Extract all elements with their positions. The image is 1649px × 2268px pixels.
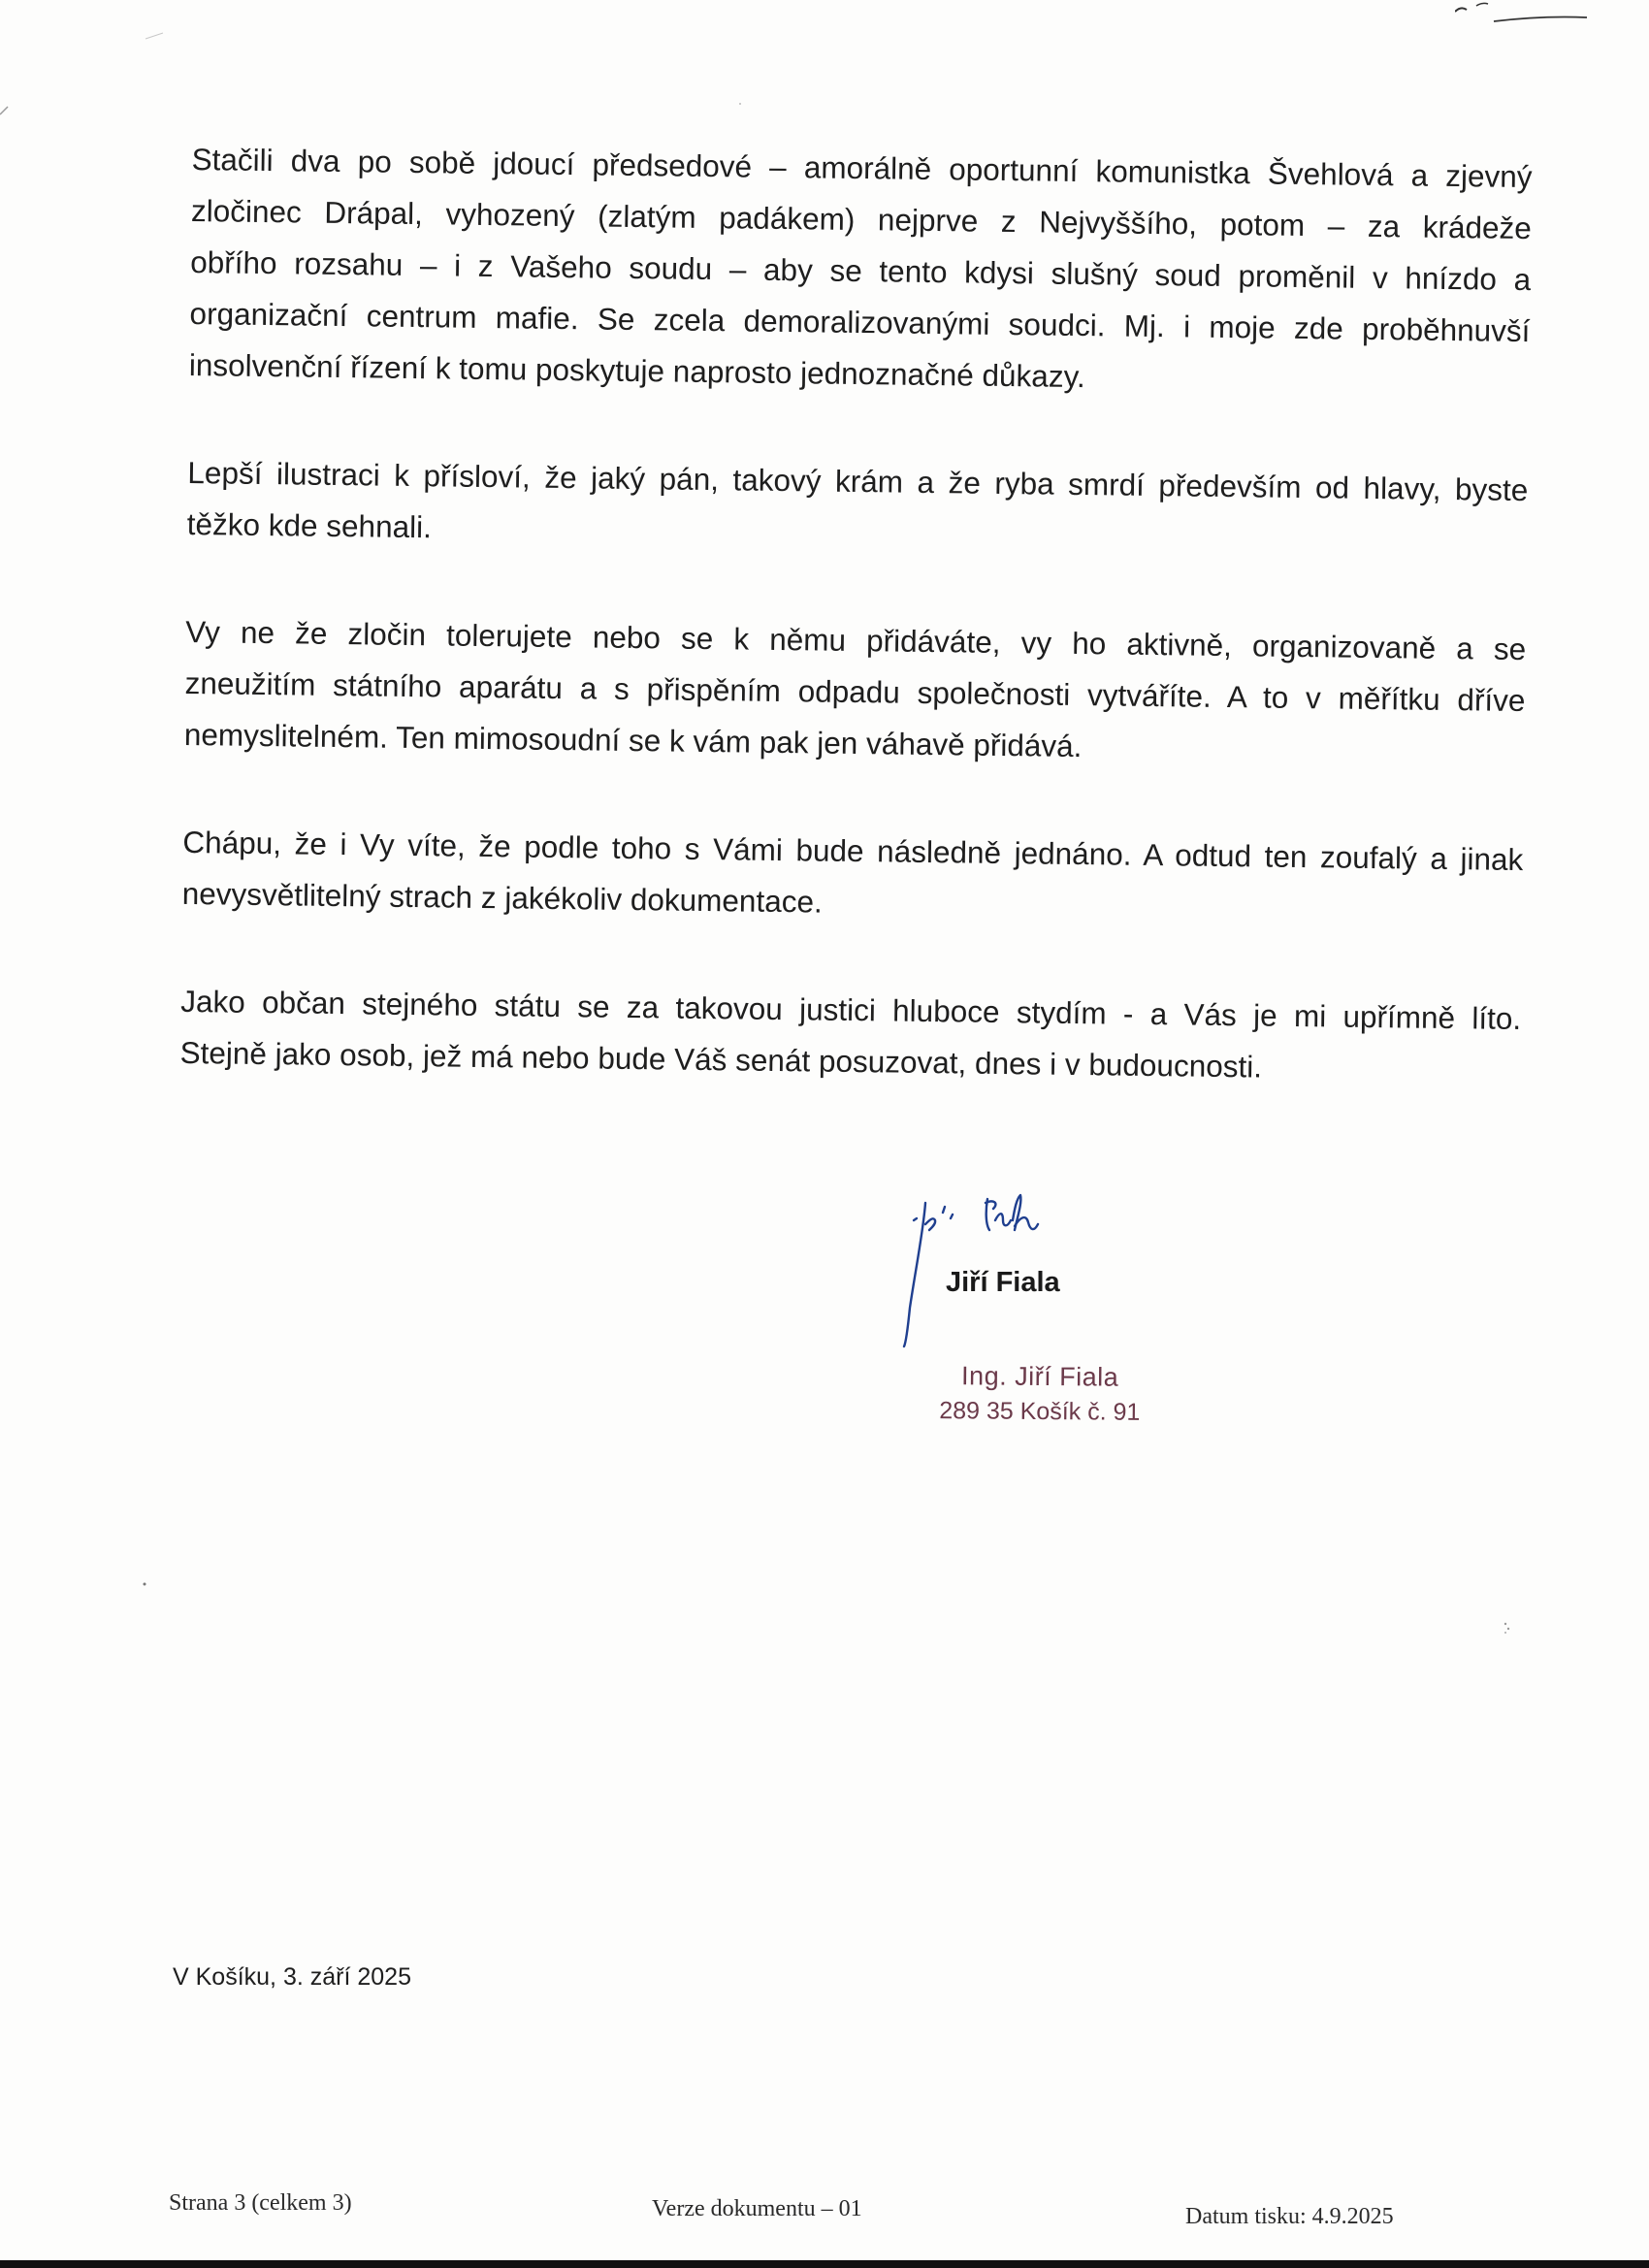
stamp-name: Ing. Jiří Fiala [960,1361,1119,1392]
place-and-date: V Košíku, 3. září 2025 [173,1963,411,1991]
text-line: Lepší ilustraci k přísloví, že jaký pán, takový krám a že ryba smrdí především od hlavy, byste [187,454,1529,508]
paragraph-5 [179,976,1521,1096]
text-line: nemyslitelném. Ten mimosoudní se k vám pak jen váhavě přidává. [183,716,1083,764]
text-line: Chápu, že i Vy víte, že podle toho s Vámi bude následně jednáno. A odtud ten zoufalý a jinak [182,824,1524,878]
scan-corner-mark [0,0,194,116]
print-date: Datum tisku: 4.9.2025 [1185,2204,1394,2229]
letter-body [178,134,1532,1152]
paragraph-1 [189,134,1533,408]
signature-block [892,1191,1203,1356]
top-pen-mark [1455,0,1591,39]
text-line: Stačili dva po sobě jdoucí předsedové – amorálně oportunní komunistka Švehlová a zjevný [191,141,1533,195]
paragraph-4 [181,817,1523,937]
scan-bottom-edge [0,2260,1649,2268]
text-line: Stejně jako osob, jež má nebo bude Váš senát posuzovat, dnes i v budoucnosti. [179,1034,1263,1085]
text-line: zneužitím státního aparátu a s přispěním odpadu společnosti vytváříte. A to v měřítku dříve [184,664,1526,719]
text-line: zločinec Drápal, vyhozený (zlatým padákem) nejprve z Nejvyššího, potom – za krádeže [190,192,1533,246]
text-line: Vy ne že zločin tolerujete nebo se k němu přidáváte, vy ho aktivně, organizovaně a se [185,613,1527,667]
paragraph-3 [184,606,1527,778]
text-line: těžko kde sehnali. [186,505,433,545]
text-line: obřího rozsahu – i z Vašeho soudu – aby se tento kdysi slušný soud proměnil v hnízdo a [190,243,1532,298]
page-number: Strana 3 (celkem 3) [169,2190,352,2216]
document-version: Verze dokumentu – 01 [652,2196,862,2221]
paragraph-2 [186,447,1528,567]
scan-speck [1502,1620,1513,1636]
name-stamp [933,1361,1148,1427]
stamp-address: 289 35 Košík č. 91 [939,1397,1141,1426]
signed-name: Jiří Fiala [946,1267,1060,1298]
text-line: Jako občan stejného státu se za takovou justici hluboce stydím - a Vás je mi upřímně líto. [180,983,1522,1037]
scan-speck [142,1581,147,1587]
text-line: nevysvětlitelný strach z jakékoliv dokumentace. [181,875,823,920]
text-line: insolvenční řízení k tomu poskytuje naprosto jednoznačné důkazy. [188,346,1085,395]
scan-speck [737,101,743,107]
text-line: organizační centrum mafie. Se zcela demoralizovanými soudci. Mj. i moje zde proběhnuvší [189,295,1531,349]
